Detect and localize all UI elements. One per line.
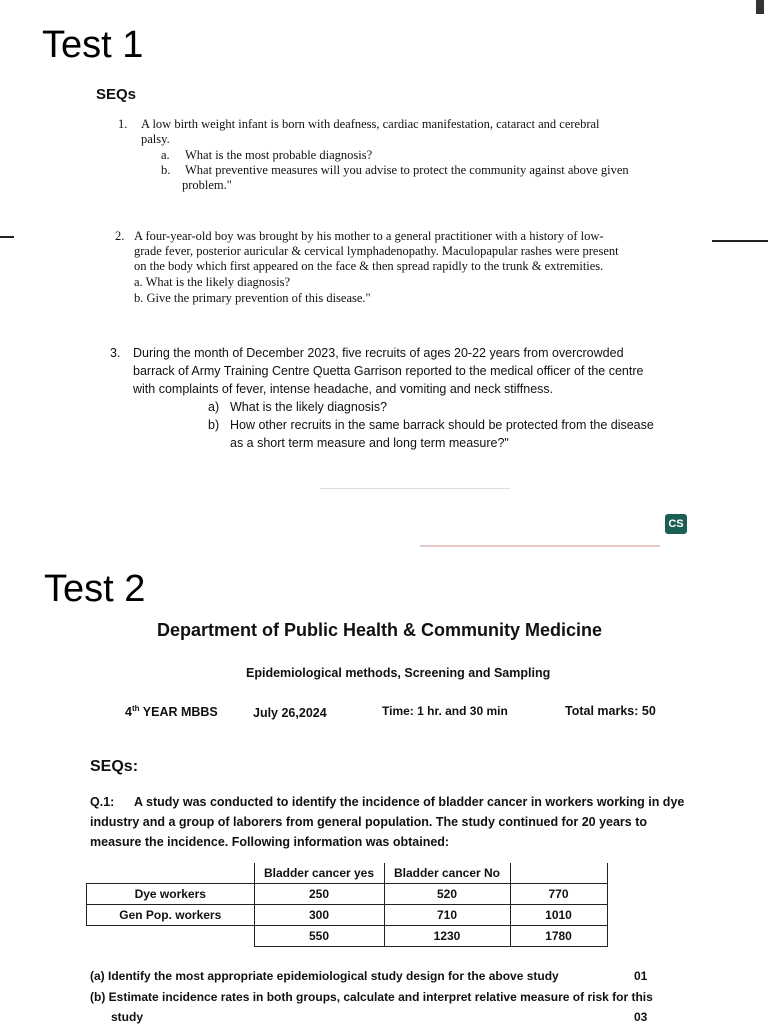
test1-seqs-heading: SEQs: [96, 86, 137, 103]
part-b-line2: study: [111, 1010, 144, 1024]
year-text: YEAR MBBS: [139, 705, 218, 720]
scan-artifact-right: [712, 240, 768, 242]
test1-title: Test 1: [42, 24, 144, 66]
year-number: 4: [125, 705, 132, 720]
t2-q1-label: Q.1:: [90, 795, 115, 809]
camscanner-badge: CS: [665, 514, 687, 534]
scan-artifact-bottom-left: [320, 488, 510, 489]
test2-seqs-heading: SEQs:: [90, 758, 139, 775]
year-label: [125, 704, 218, 719]
q3-b-label: b): [208, 418, 220, 432]
q3-b-text-line2: as a short term measure and long term measure?": [230, 436, 509, 450]
q3-line1: During the month of December 2023, five recruits of ages 20-22 years from overcrowded: [133, 346, 624, 360]
q2-b-text: b. Give the primary prevention of this disease.": [134, 291, 371, 305]
table-row: [87, 926, 608, 947]
part-b-marks: 03: [634, 1010, 648, 1024]
table-cell: 1780: [510, 926, 607, 947]
q2-a-text: a. What is the likely diagnosis?: [134, 275, 290, 289]
q2-line2: grade fever, posterior auricular & cervical lymphadenopathy. Maculopapular rashes were present: [134, 244, 619, 258]
table-cell: 710: [384, 905, 510, 926]
table-cell: Gen Pop. workers: [87, 905, 255, 926]
total-marks: Total marks: 50: [565, 704, 656, 718]
exam-time: Time: 1 hr. and 30 min: [382, 704, 508, 718]
department-heading: Department of Public Health & Community Medicine: [157, 620, 603, 640]
part-b-line1: (b) Estimate incidence rates in both groups, calculate and interpret relative measure of risk for this: [90, 990, 653, 1004]
q1-a-text: What is the most probable diagnosis?: [185, 148, 373, 162]
scan-artifact-left: [0, 236, 14, 238]
table-row: [87, 884, 608, 905]
test2-title: Test 2: [44, 568, 146, 610]
table-cell: 770: [510, 884, 607, 905]
part-a-text: (a) Identify the most appropriate epidemiological study design for the above study: [90, 969, 559, 983]
scan-artifact-top-right: [756, 0, 764, 14]
table-header-cell: [87, 863, 255, 884]
q1-line2: palsy.: [141, 132, 170, 146]
table-cell: 520: [384, 884, 510, 905]
q1-b-label: b.: [161, 163, 171, 177]
q3-line2: barrack of Army Training Centre Quetta Garrison reported to the medical officer of the centre: [133, 364, 644, 378]
bladder-cancer-table: [86, 863, 608, 947]
table-row: [87, 905, 608, 926]
q2-number: 2.: [115, 229, 125, 243]
q1-b-text-line2: problem.": [182, 178, 232, 192]
q1-number: 1.: [118, 117, 128, 131]
table-cell: 250: [254, 884, 384, 905]
table-header-cell: Bladder cancer No: [384, 863, 510, 884]
table-cell: 550: [254, 926, 384, 947]
year-suffix: th: [131, 704, 140, 713]
q2-line1: A four-year-old boy was brought by his mother to a general practitioner with a history of low-: [134, 229, 604, 243]
q1-a-label: a.: [161, 148, 170, 162]
table-cell: 1230: [384, 926, 510, 947]
part-a-marks: 01: [634, 969, 648, 983]
t2-q1-line3: measure the incidence. Following information was obtained:: [90, 835, 450, 849]
q3-number: 3.: [110, 346, 121, 360]
q1-line1: A low birth weight infant is born with deafness, cardiac manifestation, cataract and cerebral: [141, 117, 600, 131]
t2-q1-line1: A study was conducted to identify the incidence of bladder cancer in workers working in dye: [134, 795, 685, 809]
table-header-cell: Bladder cancer yes: [254, 863, 384, 884]
exam-date: July 26,2024: [253, 706, 327, 720]
q3-a-label: a): [208, 400, 220, 414]
q3-a-text: What is the likely diagnosis?: [230, 400, 388, 414]
table-cell: 1010: [510, 905, 607, 926]
table-cell: 300: [254, 905, 384, 926]
scan-artifact-divider: [420, 545, 660, 547]
q3-b-text-line1: How other recruits in the same barrack should be protected from the disease: [230, 418, 654, 432]
table-cell: Dye workers: [87, 884, 255, 905]
q1-b-text-line1: What preventive measures will you advise to protect the community against above given: [185, 163, 629, 177]
table-header-row: [87, 863, 608, 884]
subject-heading: Epidemiological methods, Screening and Sampling: [246, 666, 551, 680]
q3-line3: with complaints of fever, intense headache, and vomiting and neck stiffness.: [133, 382, 554, 396]
t2-q1-line2: industry and a group of laborers from general population. The study continued for 20 years to: [90, 815, 648, 829]
table-header-cell: [510, 863, 607, 884]
table-cell: [87, 926, 255, 947]
q2-line3: on the body which first appeared on the face & then spread rapidly to the trunk & extremities.: [134, 259, 604, 273]
